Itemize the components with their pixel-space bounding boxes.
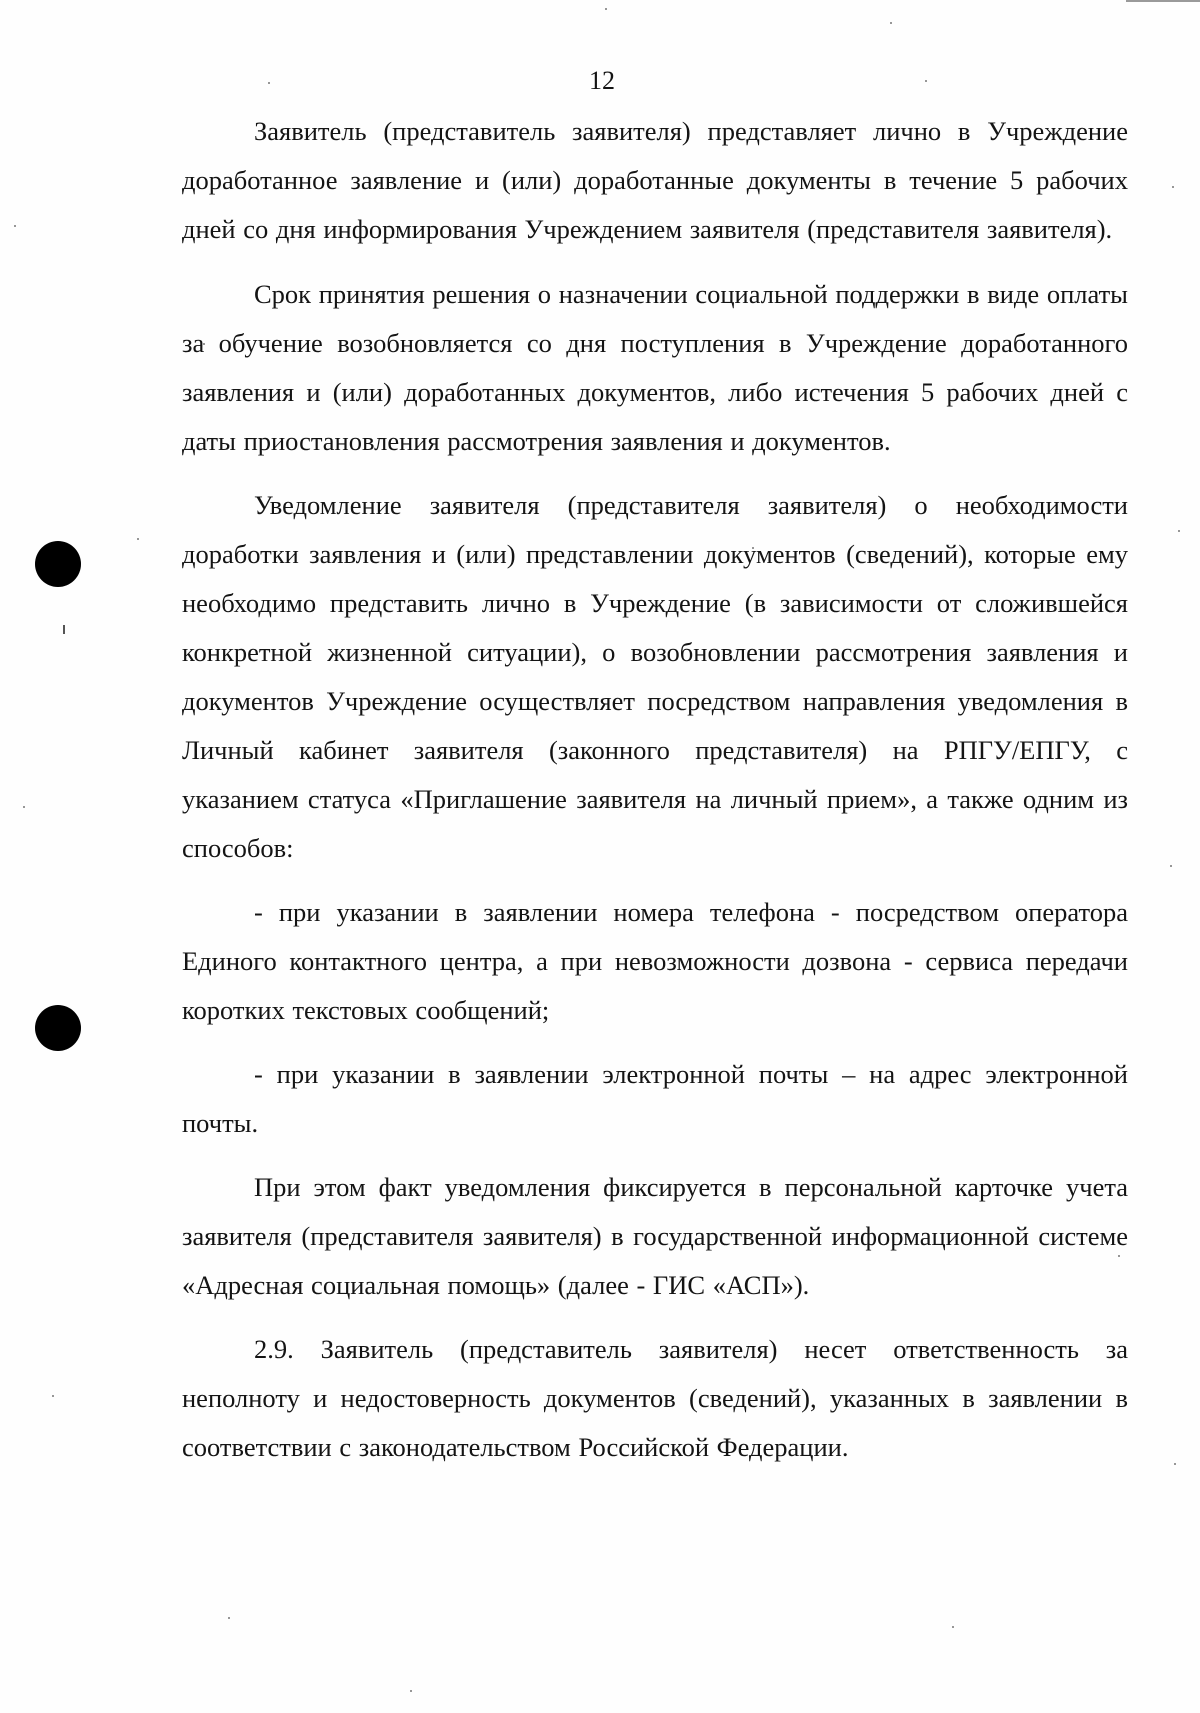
punch-hole-top (35, 541, 81, 587)
scan-speck (890, 22, 892, 24)
scan-edge-mark (1126, 0, 1200, 2)
scan-speck (14, 225, 16, 227)
scan-speck (228, 1617, 230, 1619)
paragraph-notification-record: При этом факт уведомления фиксируется в персональной карточке учета заявителя (представителя заявителя) в государственной информационной системе «Адресная социальная помощь» (далее - ГИС «АСП»). (182, 1172, 1128, 1300)
scan-mark (63, 625, 65, 634)
scan-speck (1172, 186, 1174, 188)
scan-speck (23, 806, 25, 808)
paragraph-section-2-9: 2.9. Заявитель (представитель заявителя) несет ответственность за неполноту и недостоверность документов (сведений), указанных в заявлении в соответствии с законодательством Российской Федерации. (182, 1334, 1128, 1462)
scan-speck (1178, 530, 1180, 532)
paragraph-applicant-submission: Заявитель (представитель заявителя) представляет лично в Учреждение доработанное заявление и (или) доработанные документы в течение 5 рабочих дней со дня информирования Учреждением заявителя (представителя заявителя). (182, 116, 1128, 244)
scan-speck (410, 1690, 412, 1692)
scan-speck (1170, 865, 1172, 867)
paragraph-phone-notification: - при указании в заявлении номера телефона - посредством оператора Единого контактного центра, а при невозможности дозвона - сервиса передачи коротких текстовых сообщений; (182, 897, 1128, 1025)
paragraph-email-notification: - при указании в заявлении электронной почты – на адрес электронной почты. (182, 1059, 1128, 1138)
scan-speck (1174, 1463, 1176, 1465)
paragraph-notification: Уведомление заявителя (представителя заявителя) о необходимости доработки заявления и (или) представлении документов (сведений), которые ему необходимо представить лично в Учреждение (в зависимости от сложившейся конкретной жизненной ситуации), о возобновлении рассмотрения заявления и документов Учреждение осуществляет посредством направления уведомления в Личный кабинет заявителя (законного представителя) на РПГУ/ЕПГУ, с указанием статуса «Приглашение заявителя на личный прием», а также одним из способов: (182, 490, 1128, 863)
page-number: 12 (589, 66, 615, 95)
document-body (182, 107, 1128, 1472)
paragraph-decision-deadline: Срок принятия решения о назначении социальной поддержки в виде оплаты за обучение возобновляется со дня поступления в Учреждение доработанного заявления и (или) доработанных документов, либо истечения 5 рабочих дней с даты приостановления рассмотрения заявления и документов. (182, 279, 1128, 456)
scan-speck (605, 8, 607, 10)
scan-speck (137, 538, 139, 540)
scan-speck (52, 1395, 54, 1397)
scan-speck (952, 1626, 954, 1628)
punch-hole-bottom (35, 1005, 81, 1051)
